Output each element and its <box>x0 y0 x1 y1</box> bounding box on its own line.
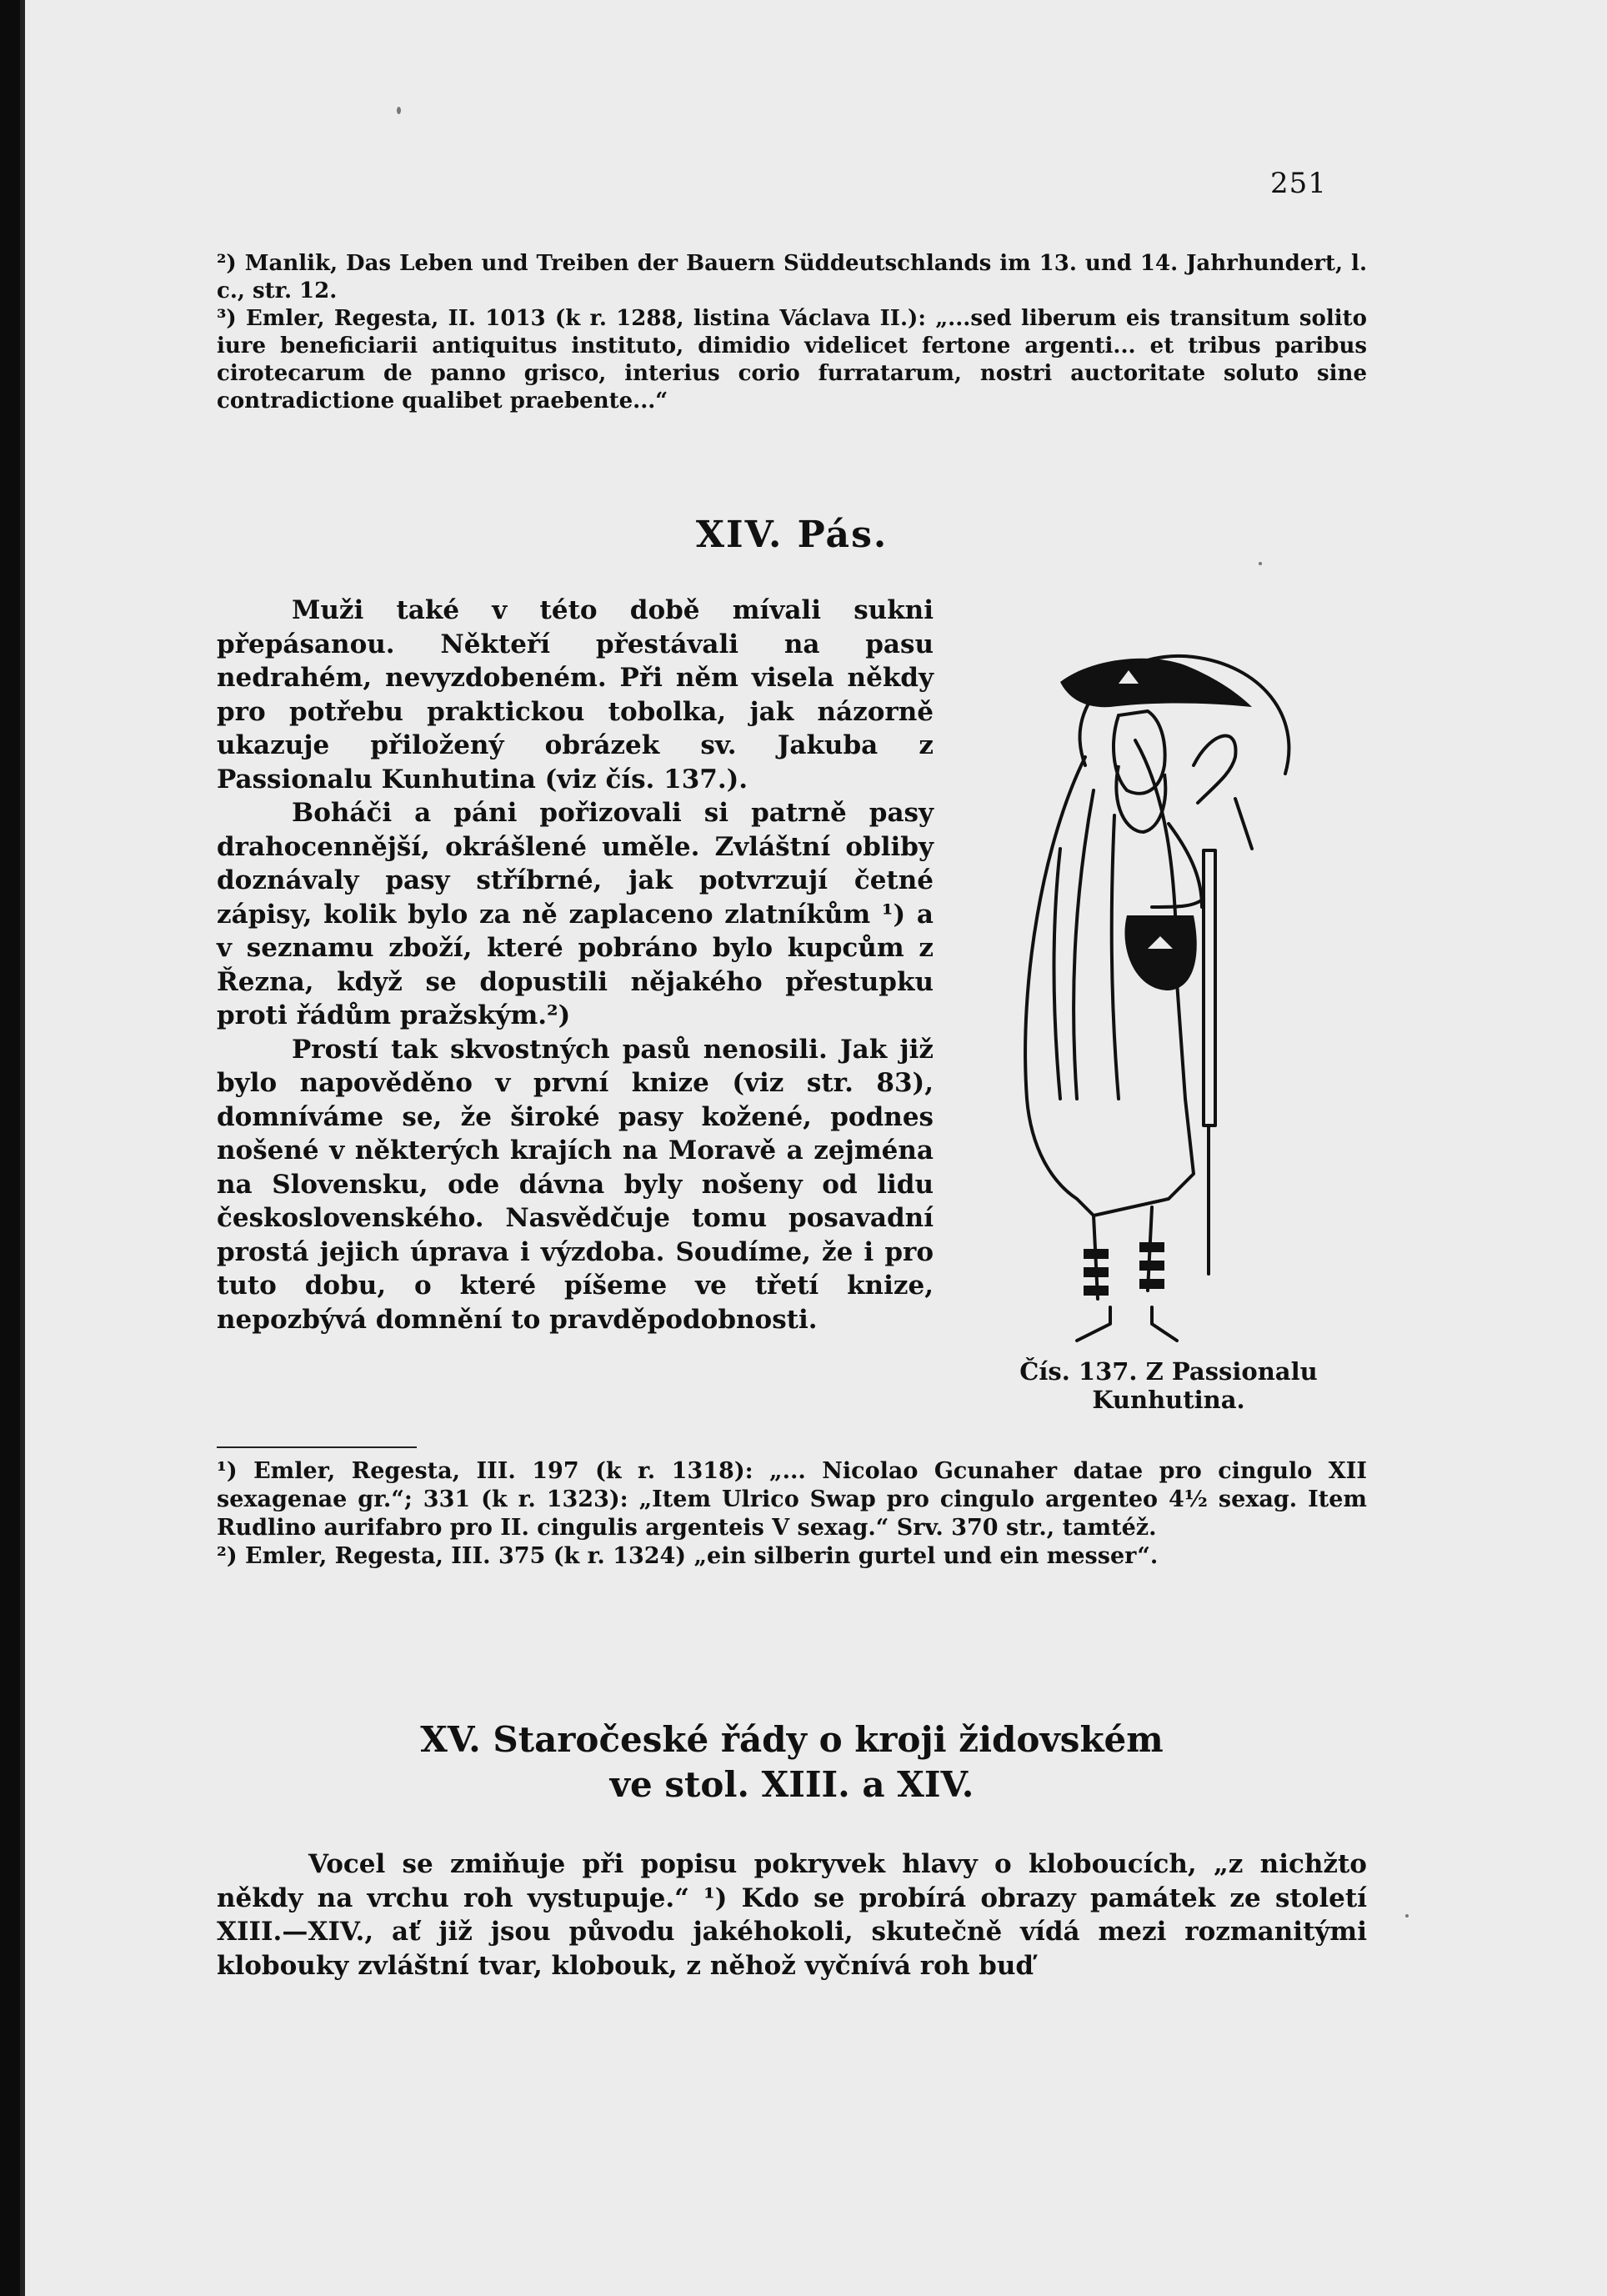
figure-caption <box>985 1357 1352 1414</box>
footnotes-middle <box>217 1457 1367 1571</box>
paragraph: Prostí tak skvostných pasů nenosili. Jak již bylo napověděno v první knize (viz str. 83), domníváme se, že široké pasy kožené, podnes nošené v některých krajích na Moravě a zejména na Slovensku, ode dávna byly nošeny od lidu československého. Nasvědčuje tomu posavadní prostá jejich úprava i výzdoba. Soudíme, že i pro tuto dobu, o které píšeme ve třetí knize, nepozbývá domnění to pravděpodobnosti. <box>217 1034 934 1335</box>
page-number: 251 <box>1270 167 1327 200</box>
footnote: ¹) Emler, Regesta, III. 197 (k r. 1318): „... Nicolao Gcunaher datae pro cingulo XII sexagenae gr.“; 331 (k r. 1323): „Item Ulrico Swap pro cingulo argenteo 4½ sexag. Item Rudlino aurifabro pro II. cingulis argenteis V sexag.“ Srv. 370 str., tamtéž. <box>217 1458 1367 1541</box>
footnotes-top <box>217 250 1367 415</box>
section-title-xiv: XIV. Pás. <box>695 514 889 556</box>
paragraph: Boháči a páni pořizovali si patrně pasy drahocennější, okrášlené uměle. Zvláštní obliby doznávaly pasy stříbrné, jak potvrzují četné zápisy, kolik bylo za ně zaplaceno zlatníkům ¹) a v seznamu zboží, které pobráno bylo kupcům z Řezna, když se dopustili nějakého přestupku proti řádům pražským.²) <box>217 798 934 1030</box>
footnote: ²) Manlik, Das Leben und Treiben der Bauern Süddeutschlands im 13. und 14. Jahrhundert, l. c., str. 12. <box>217 251 1367 303</box>
title-line: ve stol. XIII. a XIV. <box>609 1764 974 1805</box>
footnote-separator <box>217 1446 417 1448</box>
title-line: XV. Staročeské řády o kroji židovském <box>420 1719 1164 1760</box>
section-title-xv <box>217 1717 1367 1807</box>
caption-line: Čís. 137. Z Passionalu <box>1019 1357 1318 1386</box>
caption-line: Kunhutina. <box>1092 1386 1245 1414</box>
section-xv-body <box>217 1847 1367 1983</box>
paper-speck <box>1259 562 1262 565</box>
st-james-illustration <box>985 632 1352 1366</box>
book-page <box>20 0 1607 2296</box>
paper-speck <box>397 107 401 114</box>
paragraph: Vocel se zmiňuje při popisu pokryvek hlavy o kloboucích, „z nichžto někdy na vrchu roh vystupuje.“ ¹) Kdo se probírá obrazy památek ze století XIII.—XIV., ať již jsou původu jakéhokoli, skutečně vídá mezi rozmanitými klobouky zvláštní tvar, klobouk, z něhož vyčnívá roh buď <box>217 1849 1367 1981</box>
paragraph: Muži také v této době mívali sukni přepásanou. Někteří přestávali na pasu nedrahém, nevyzdobeném. Při něm visela někdy pro potřebu praktickou tobolka, jak názorně ukazuje přiložený obrázek sv. Jakuba z Passionalu Kunhutina (viz čís. 137.). <box>217 595 934 795</box>
section-xiv-body <box>217 594 934 1336</box>
footnote: ³) Emler, Regesta, II. 1013 (k r. 1288, listina Václava II.): „...sed liberum eis transitum solito iure beneficiarii antiquitus instituto, dimidio videlicet fertone argenti... et tribus paribus cirotecarum de panno grisco, interius corio furratarum, nostri auctoritate soluto sine contradictione qualibet praebente...“ <box>217 306 1367 414</box>
footnote: ²) Emler, Regesta, III. 375 (k r. 1324) „ein silberin gurtel und ein messer“. <box>217 1543 1159 1569</box>
paper-speck <box>1405 1914 1409 1918</box>
figure-st-james <box>985 632 1352 1366</box>
page-gutter-line <box>20 0 25 2296</box>
